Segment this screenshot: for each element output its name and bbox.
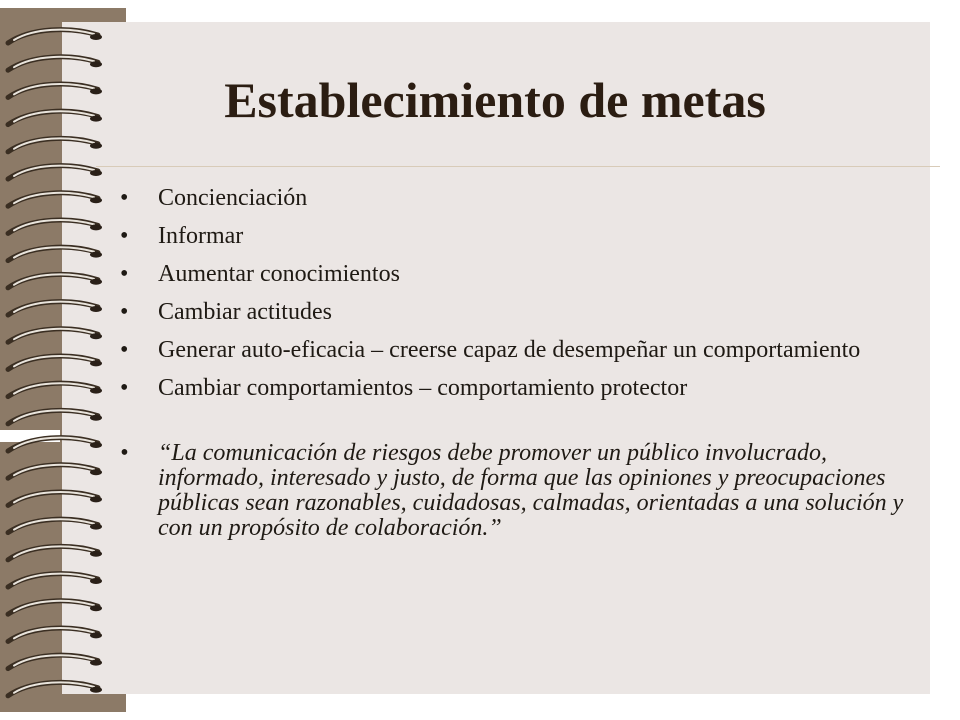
title-divider (96, 166, 940, 167)
spiral-coil (8, 166, 102, 179)
spiral-coil (8, 329, 102, 342)
bullet-text: Cambiar actitudes (158, 299, 332, 325)
bullet-dot: • (120, 440, 129, 466)
bullet-dot: • (120, 299, 129, 325)
spiral-coil (8, 220, 102, 233)
spiral-coil (8, 410, 102, 423)
bullet-dot: • (120, 223, 129, 249)
bullet-text: Generar auto-eficacia – creerse capaz de desempeñar un comportamiento (158, 337, 861, 363)
list-item (120, 376, 910, 401)
bullet-text: Concienciación (158, 185, 308, 211)
bullet-text: Cambiar comportamientos – comportamiento protector (158, 375, 688, 401)
spiral-coil (8, 247, 102, 260)
spiral-coil (8, 492, 102, 505)
list-item (120, 186, 910, 211)
spiral-coil (8, 30, 102, 43)
spiral-coil (8, 138, 102, 151)
quote-item (120, 441, 910, 541)
bullet-text: Informar (158, 223, 244, 249)
spiral-coil (8, 682, 102, 695)
spiral-coil (8, 57, 102, 70)
spiral-coil (8, 628, 102, 641)
list-item (120, 262, 910, 287)
spiral-coil (8, 574, 102, 587)
spiral-coil (8, 274, 102, 287)
spiral-coil (8, 383, 102, 396)
bullet-text: Aumentar conocimientos (158, 261, 400, 287)
spiral-coil (8, 546, 102, 559)
spiral-coil (8, 519, 102, 532)
spiral-coil (8, 302, 102, 315)
bullet-list (120, 186, 910, 554)
spiral-coil (8, 465, 102, 478)
quote-text: “La comunicación de riesgos debe promover un público involucrado, informado, interesado y justo, de forma que las opiniones y preocupaciones públicas sean razonables, cuidadosas, calmadas, orientadas a una solución y con un propósito de colaboración.” (158, 440, 904, 541)
list-item (120, 338, 910, 363)
slide-title: Establecimiento de metas (224, 72, 766, 128)
bullet-dot: • (120, 337, 129, 363)
spiral-coil (8, 655, 102, 668)
bullet-dot: • (120, 185, 129, 211)
spiral-coil (8, 193, 102, 206)
spiral-coil (8, 438, 102, 451)
list-item (120, 300, 910, 325)
bullet-dot: • (120, 375, 129, 401)
spiral-coil (8, 601, 102, 614)
list-item (120, 224, 910, 249)
spiral-coil (8, 356, 102, 369)
bullet-dot: • (120, 261, 129, 287)
